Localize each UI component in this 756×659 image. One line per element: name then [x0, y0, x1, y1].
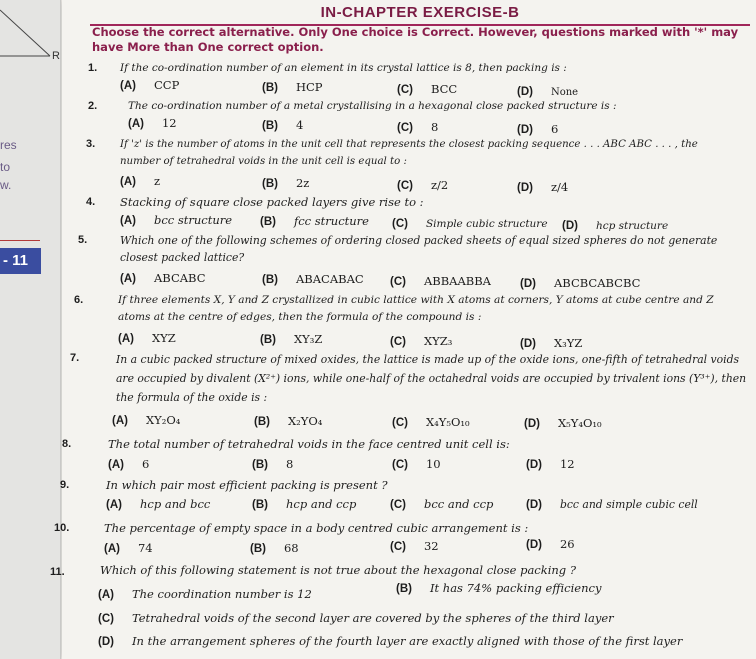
option-d[interactable]	[526, 536, 575, 554]
option-value: Tetrahedral voids of the second layer are covered by the spheres of the third layer	[131, 611, 614, 625]
option-label: (A)	[120, 176, 136, 188]
question-text: Which one of the following schemes of ordering closed packed sheets of equal sized spheres do not generate closest packed lattice?	[120, 234, 718, 264]
option-value: Simple cubic structure	[425, 218, 548, 230]
option-label: (B)	[250, 543, 266, 555]
chapter-badge: - 11	[0, 248, 41, 274]
option-value: X₂YO₄	[287, 414, 323, 428]
option-label: (A)	[120, 273, 136, 285]
question-text: The co-ordination number of a metal crystallising in a hexagonal close packed structure is :	[128, 100, 617, 112]
question-number: 2.	[88, 100, 98, 112]
option-value: It has 74% packing efficiency	[429, 581, 602, 595]
option-label: (C)	[390, 541, 406, 553]
option-label: (B)	[254, 416, 270, 428]
question-text: The percentage of empty space in a body centred cubic arrangement is :	[104, 521, 529, 535]
option-label: (D)	[526, 499, 542, 511]
option-value: 8	[430, 120, 439, 134]
option-value: 8	[285, 457, 294, 471]
option-value: XYZ	[151, 331, 176, 345]
question-number: 8.	[62, 438, 72, 450]
question-number: 7.	[70, 352, 80, 364]
option-value: fcc structure	[293, 214, 369, 228]
option-value: HCP	[295, 80, 323, 94]
option-a[interactable]	[120, 173, 160, 191]
option-value: ABACABAC	[295, 272, 364, 286]
option-label: (C)	[392, 218, 408, 230]
option-b[interactable]	[396, 580, 601, 598]
option-label: (A)	[98, 589, 114, 601]
option-value: bcc structure	[153, 213, 233, 227]
option-label: (C)	[392, 459, 408, 471]
option-value: X₅Y₄O₁₀	[557, 416, 602, 430]
option-label: (C)	[397, 84, 413, 96]
option-label: (B)	[252, 459, 268, 471]
question-number: 1.	[88, 62, 98, 74]
option-d[interactable]	[520, 275, 640, 293]
option-label: (D)	[526, 459, 542, 471]
option-a[interactable]	[120, 77, 179, 95]
option-b[interactable]	[250, 540, 299, 558]
option-d[interactable]	[526, 456, 575, 474]
page-title: IN-CHAPTER EXERCISE-B	[320, 4, 520, 21]
option-label: (C)	[390, 336, 406, 348]
option-value: X₃YZ	[553, 336, 583, 350]
option-value: 6	[550, 122, 559, 136]
option-label: (D)	[520, 338, 536, 350]
option-b[interactable]	[262, 271, 364, 289]
option-c[interactable]	[392, 456, 441, 474]
option-value: hcp and bcc	[139, 497, 211, 511]
option-value: bcc and simple cubic cell	[559, 498, 698, 511]
option-value: z/4	[550, 180, 569, 194]
option-value: XY₂O₄	[145, 413, 181, 427]
option-value: XY₃Z	[293, 332, 323, 346]
option-label: (D)	[517, 86, 533, 98]
option-value: XYZ₃	[423, 334, 453, 348]
page-header	[90, 6, 750, 26]
option-value: BCC	[430, 82, 458, 96]
option-label: (C)	[397, 122, 413, 134]
option-b[interactable]	[260, 213, 369, 231]
option-label: (A)	[120, 215, 136, 227]
option-label: (B)	[252, 499, 268, 511]
diagram-fragment	[0, 0, 60, 80]
option-value: z	[153, 174, 161, 188]
question-number: 4.	[86, 196, 96, 208]
option-value: hcp and ccp	[285, 497, 357, 511]
option-c[interactable]	[390, 496, 493, 514]
question-text: In which pair most efficient packing is present ?	[106, 478, 388, 492]
option-label: (B)	[396, 583, 412, 595]
option-label: (A)	[112, 415, 128, 427]
option-a[interactable]	[98, 586, 312, 604]
edge-divider	[0, 240, 40, 241]
option-value: 4	[295, 118, 304, 132]
option-value: ABCBCABCBC	[553, 276, 641, 290]
question-number: 3.	[86, 138, 96, 150]
option-label: (D)	[98, 636, 114, 648]
option-value: 12	[161, 116, 177, 130]
option-a[interactable]	[104, 540, 153, 558]
option-value: CCP	[153, 78, 180, 92]
option-label: (C)	[98, 613, 114, 625]
option-value: 32	[423, 539, 439, 553]
option-d[interactable]	[524, 415, 602, 433]
option-value: 74	[137, 541, 153, 555]
option-label: (C)	[397, 180, 413, 192]
option-value: The coordination number is 12	[131, 587, 312, 601]
option-label: (D)	[517, 182, 533, 194]
edge-word: to	[0, 160, 11, 174]
question-text: In a cubic packed structure of mixed oxides, the lattice is made up of the oxide ions, one-fifth of tetrahedral voids are occupied by divalent (X²⁺) ions, while one-half of the octahedral voids are occupied by trivalent ions (Y³⁺), then the formula of the oxide is :	[116, 353, 747, 404]
question-number: 6.	[74, 294, 84, 306]
option-label: (A)	[128, 118, 144, 130]
option-b[interactable]	[262, 79, 323, 97]
exercise-page	[50, 0, 756, 659]
option-a[interactable]	[120, 212, 232, 230]
question-number: 10.	[54, 522, 70, 534]
option-c[interactable]	[392, 414, 470, 432]
option-c[interactable]	[390, 273, 491, 291]
option-c[interactable]	[390, 538, 439, 556]
option-c[interactable]	[98, 610, 614, 628]
option-value: In the arrangement spheres of the fourth layer are exactly aligned with those of the first layer	[131, 634, 683, 648]
option-a[interactable]	[112, 412, 180, 430]
option-value: z/2	[430, 178, 449, 192]
option-b[interactable]	[252, 496, 356, 514]
option-b[interactable]	[252, 456, 293, 474]
option-value: X₄Y₅O₁₀	[425, 415, 470, 429]
option-label: (D)	[520, 278, 536, 290]
option-label: (D)	[526, 539, 542, 551]
option-c[interactable]	[397, 119, 438, 137]
option-c[interactable]	[397, 177, 448, 195]
option-b[interactable]	[262, 117, 303, 135]
option-value: ABCABC	[153, 271, 206, 285]
option-b[interactable]	[262, 175, 309, 193]
option-label: (C)	[390, 499, 406, 511]
option-a[interactable]	[106, 496, 210, 514]
question-number: 9.	[60, 479, 70, 491]
option-label: (D)	[517, 124, 533, 136]
left-page-edge	[0, 0, 61, 659]
diagram-label: R	[52, 50, 60, 62]
option-label: (A)	[108, 459, 124, 471]
question-text: Stacking of square close packed layers give rise to :	[120, 195, 424, 209]
option-a[interactable]	[108, 456, 149, 474]
option-b[interactable]	[254, 413, 322, 431]
option-label: (B)	[260, 334, 276, 346]
question-text: Which of this following statement is not true about the hexagonal close packing ?	[100, 563, 576, 577]
option-label: (A)	[106, 499, 122, 511]
option-d[interactable]	[98, 633, 682, 651]
option-value: None	[550, 87, 579, 98]
option-label: (B)	[262, 120, 278, 132]
question-number: 5.	[78, 234, 88, 246]
option-label: (C)	[392, 417, 408, 429]
option-label: (A)	[120, 80, 136, 92]
question-text: If 'z' is the number of atoms in the unit cell that represents the closest packing sequence . . . ABC ABC . . . , the number of tetrahedral voids in the unit cell is equal to :	[120, 139, 698, 167]
option-value: 2z	[295, 176, 310, 190]
question-number: 11.	[50, 566, 65, 578]
option-b[interactable]	[260, 331, 322, 349]
option-value: 12	[559, 457, 575, 471]
option-label: (B)	[262, 274, 278, 286]
option-label: (D)	[562, 220, 578, 232]
option-label: (D)	[524, 418, 540, 430]
option-label: (C)	[390, 276, 406, 288]
option-value: ABBAABBA	[423, 274, 491, 288]
option-value: hcp structure	[595, 220, 669, 232]
edge-word: w.	[0, 178, 12, 192]
option-label: (B)	[262, 178, 278, 190]
option-c[interactable]	[392, 215, 548, 233]
option-label: (B)	[262, 82, 278, 94]
option-c[interactable]	[390, 333, 452, 351]
option-label: (B)	[260, 216, 276, 228]
option-value: 10	[425, 457, 441, 471]
option-a[interactable]	[118, 330, 176, 348]
option-value: 26	[559, 537, 575, 551]
option-value: 6	[141, 457, 150, 471]
option-value: 68	[283, 541, 299, 555]
question-text: The total number of tetrahedral voids in the face centred unit cell is:	[108, 437, 510, 451]
edge-word: res	[0, 138, 17, 152]
question-text: If the co-ordination number of an element in its crystal lattice is 8, then packing is :	[120, 62, 567, 74]
option-a[interactable]	[120, 270, 206, 288]
instructions: Choose the correct alternative. Only One choice is Correct. However, questions marked with '*' may have More than One correct option.	[92, 25, 739, 54]
option-a[interactable]	[128, 115, 177, 133]
question-text: If three elements X, Y and Z crystallized in cubic lattice with X atoms at corners, Y atoms at cube centre and Z atoms at the centre of edges, then the formula of the compound is :	[118, 294, 714, 323]
option-value: bcc and ccp	[423, 497, 494, 511]
option-label: (A)	[118, 333, 134, 345]
option-c[interactable]	[397, 81, 457, 99]
option-label: (A)	[104, 543, 120, 555]
option-d[interactable]	[526, 496, 698, 514]
option-d[interactable]	[517, 179, 568, 197]
